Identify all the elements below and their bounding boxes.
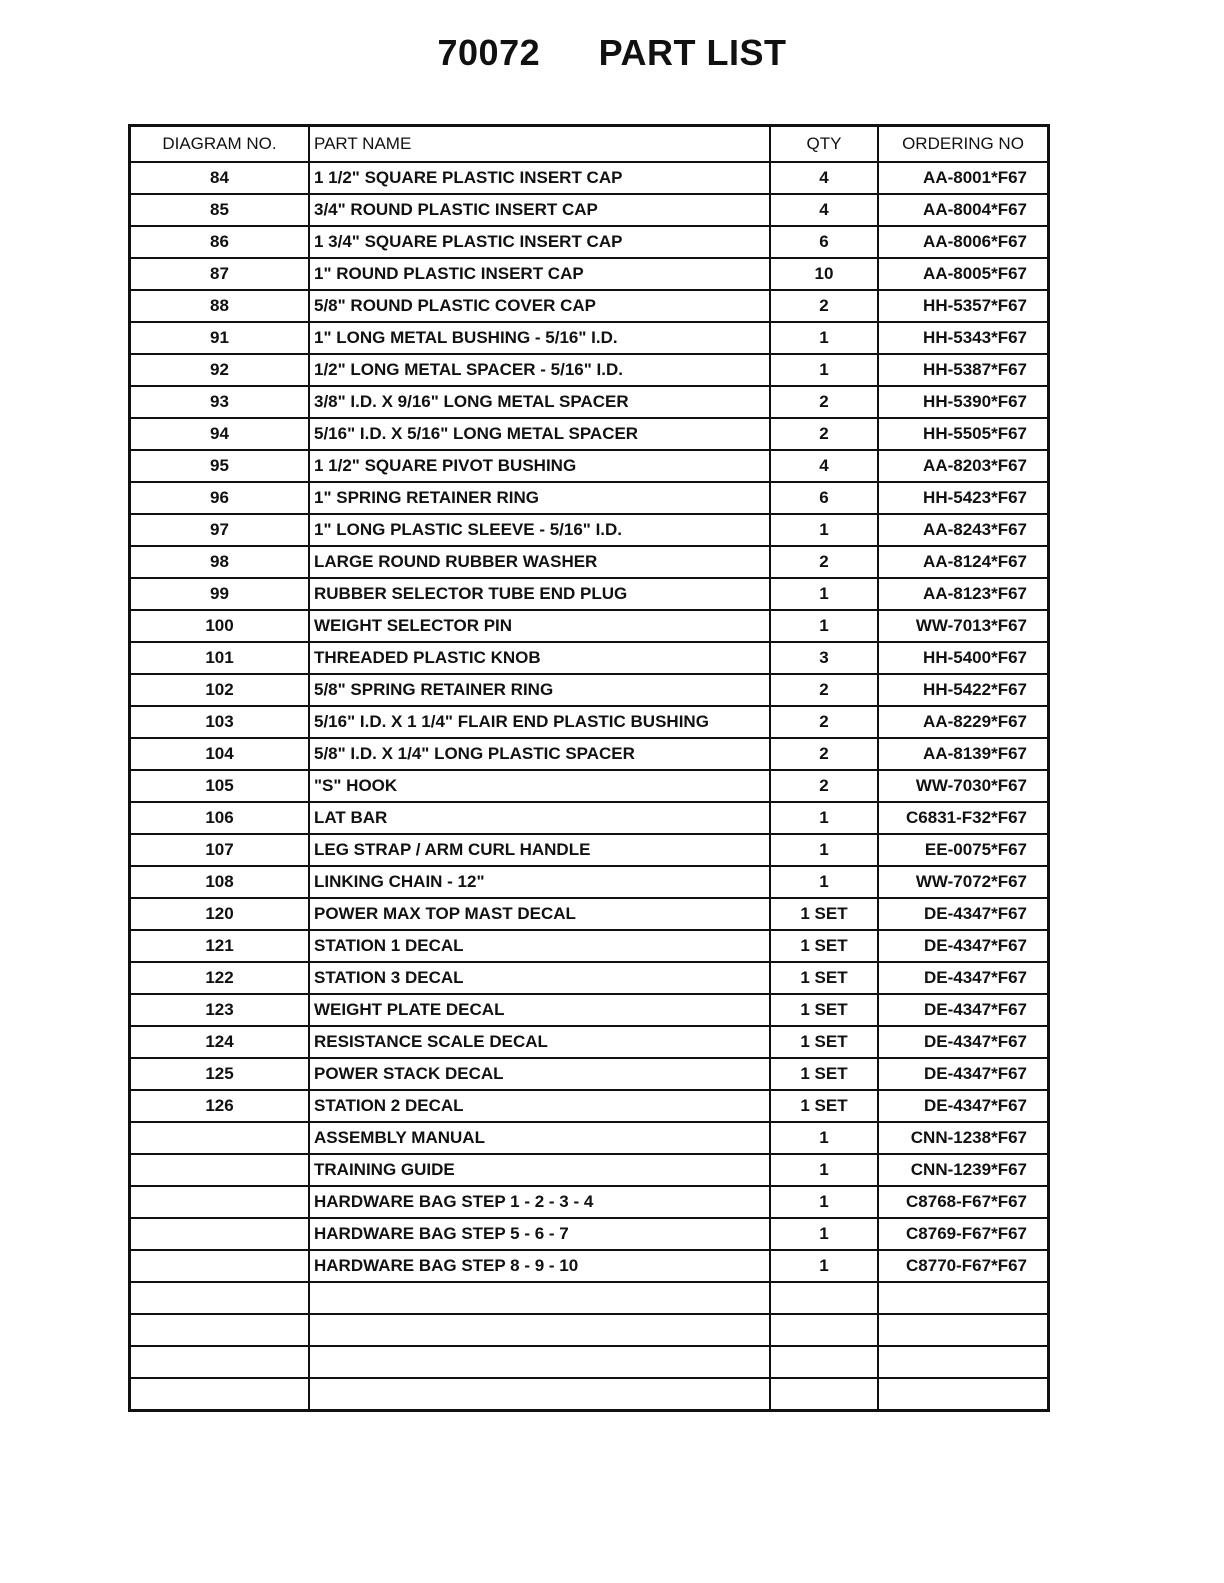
qty-cell: 1 SET xyxy=(770,1026,878,1058)
part-name-cell: 1" ROUND PLASTIC INSERT CAP xyxy=(309,258,770,290)
ordering-no-cell: AA-8243*F67 xyxy=(878,514,1047,546)
qty-cell: 1 xyxy=(770,354,878,386)
ordering-no-cell: CNN-1238*F67 xyxy=(878,1122,1047,1154)
qty-cell: 1 xyxy=(770,1154,878,1186)
qty-cell xyxy=(770,1346,878,1378)
qty-cell: 1 xyxy=(770,866,878,898)
part-name-cell xyxy=(309,1346,770,1378)
ordering-no-cell: AA-8005*F67 xyxy=(878,258,1047,290)
diagram-no-cell: 121 xyxy=(131,930,309,962)
part-name-cell: THREADED PLASTIC KNOB xyxy=(309,642,770,674)
qty-cell: 1 SET xyxy=(770,930,878,962)
diagram-no-cell: 104 xyxy=(131,738,309,770)
diagram-no-cell: 123 xyxy=(131,994,309,1026)
ordering-no-cell: DE-4347*F67 xyxy=(878,898,1047,930)
ordering-no-cell: HH-5357*F67 xyxy=(878,290,1047,322)
ordering-no-cell: HH-5400*F67 xyxy=(878,642,1047,674)
qty-cell: 3 xyxy=(770,642,878,674)
ordering-no-cell: HH-5387*F67 xyxy=(878,354,1047,386)
table-row xyxy=(131,1026,1047,1058)
part-name-cell: 1" LONG PLASTIC SLEEVE - 5/16" I.D. xyxy=(309,514,770,546)
table-header-row xyxy=(131,127,1047,162)
ordering-no-cell: AA-8006*F67 xyxy=(878,226,1047,258)
table-row xyxy=(131,738,1047,770)
part-name-cell xyxy=(309,1378,770,1409)
qty-cell: 2 xyxy=(770,546,878,578)
part-name-cell: 1/2" LONG METAL SPACER - 5/16" I.D. xyxy=(309,354,770,386)
table-row xyxy=(131,354,1047,386)
table-row xyxy=(131,994,1047,1026)
part-name-cell: WEIGHT PLATE DECAL xyxy=(309,994,770,1026)
ordering-no-cell: HH-5390*F67 xyxy=(878,386,1047,418)
part-name-cell: 5/8" I.D. X 1/4" LONG PLASTIC SPACER xyxy=(309,738,770,770)
table-row xyxy=(131,450,1047,482)
ordering-no-cell: HH-5505*F67 xyxy=(878,418,1047,450)
diagram-no-cell xyxy=(131,1122,309,1154)
part-name-cell: 5/16" I.D. X 5/16" LONG METAL SPACER xyxy=(309,418,770,450)
table-row xyxy=(131,962,1047,994)
diagram-no-cell: 106 xyxy=(131,802,309,834)
table-row xyxy=(131,674,1047,706)
diagram-no-cell xyxy=(131,1346,309,1378)
qty-cell xyxy=(770,1314,878,1346)
diagram-no-cell: 86 xyxy=(131,226,309,258)
table-row xyxy=(131,866,1047,898)
qty-cell: 6 xyxy=(770,226,878,258)
qty-cell xyxy=(770,1378,878,1409)
diagram-no-cell: 122 xyxy=(131,962,309,994)
diagram-no-cell: 107 xyxy=(131,834,309,866)
ordering-no-cell: WW-7013*F67 xyxy=(878,610,1047,642)
ordering-no-cell: CNN-1239*F67 xyxy=(878,1154,1047,1186)
ordering-no-cell: EE-0075*F67 xyxy=(878,834,1047,866)
ordering-no-cell: WW-7072*F67 xyxy=(878,866,1047,898)
ordering-no-cell: AA-8139*F67 xyxy=(878,738,1047,770)
ordering-no-cell: C8769-F67*F67 xyxy=(878,1218,1047,1250)
ordering-no-cell: C6831-F32*F67 xyxy=(878,802,1047,834)
qty-cell: 4 xyxy=(770,450,878,482)
qty-cell: 4 xyxy=(770,162,878,194)
ordering-no-cell: HH-5343*F67 xyxy=(878,322,1047,354)
table-row xyxy=(131,642,1047,674)
diagram-no-cell: 85 xyxy=(131,194,309,226)
table-row xyxy=(131,1058,1047,1090)
ordering-no-cell: AA-8001*F67 xyxy=(878,162,1047,194)
qty-cell: 4 xyxy=(770,194,878,226)
qty-cell: 1 SET xyxy=(770,1090,878,1122)
page-title xyxy=(0,32,1224,74)
ordering-no-cell: C8770-F67*F67 xyxy=(878,1250,1047,1282)
part-name-cell: 3/4" ROUND PLASTIC INSERT CAP xyxy=(309,194,770,226)
qty-cell: 1 xyxy=(770,514,878,546)
table-row xyxy=(131,226,1047,258)
ordering-no-cell xyxy=(878,1314,1047,1346)
diagram-no-cell: 87 xyxy=(131,258,309,290)
diagram-no-cell xyxy=(131,1314,309,1346)
parts-table xyxy=(131,127,1047,1409)
diagram-no-cell: 105 xyxy=(131,770,309,802)
part-name-cell: 3/8" I.D. X 9/16" LONG METAL SPACER xyxy=(309,386,770,418)
ordering-no-cell xyxy=(878,1378,1047,1409)
part-name-cell: ASSEMBLY MANUAL xyxy=(309,1122,770,1154)
part-name-cell: WEIGHT SELECTOR PIN xyxy=(309,610,770,642)
qty-cell: 1 SET xyxy=(770,962,878,994)
table-row xyxy=(131,1122,1047,1154)
table-row xyxy=(131,898,1047,930)
diagram-no-cell: 97 xyxy=(131,514,309,546)
qty-cell: 1 xyxy=(770,1218,878,1250)
diagram-no-cell: 91 xyxy=(131,322,309,354)
part-name-cell: LAT BAR xyxy=(309,802,770,834)
part-name-cell: RUBBER SELECTOR TUBE END PLUG xyxy=(309,578,770,610)
diagram-no-cell: 99 xyxy=(131,578,309,610)
ordering-no-cell: DE-4347*F67 xyxy=(878,994,1047,1026)
diagram-no-cell xyxy=(131,1378,309,1409)
table-row xyxy=(131,1250,1047,1282)
table-row xyxy=(131,482,1047,514)
ordering-no-cell: DE-4347*F67 xyxy=(878,962,1047,994)
diagram-no-cell: 102 xyxy=(131,674,309,706)
ordering-no-cell: WW-7030*F67 xyxy=(878,770,1047,802)
diagram-no-cell xyxy=(131,1154,309,1186)
diagram-no-cell: 108 xyxy=(131,866,309,898)
table-row xyxy=(131,162,1047,194)
diagram-no-cell: 95 xyxy=(131,450,309,482)
table-row xyxy=(131,610,1047,642)
qty-cell: 1 xyxy=(770,610,878,642)
qty-cell: 1 SET xyxy=(770,898,878,930)
ordering-no-cell xyxy=(878,1282,1047,1314)
part-name-cell: POWER MAX TOP MAST DECAL xyxy=(309,898,770,930)
part-name-cell: LEG STRAP / ARM CURL HANDLE xyxy=(309,834,770,866)
part-name-cell: STATION 1 DECAL xyxy=(309,930,770,962)
qty-cell: 1 xyxy=(770,578,878,610)
diagram-no-cell: 96 xyxy=(131,482,309,514)
part-name-cell xyxy=(309,1282,770,1314)
diagram-no-cell xyxy=(131,1250,309,1282)
ordering-no-cell: HH-5423*F67 xyxy=(878,482,1047,514)
part-name-cell: 1" SPRING RETAINER RING xyxy=(309,482,770,514)
parts-table-frame xyxy=(128,124,1050,1412)
part-name-cell: TRAINING GUIDE xyxy=(309,1154,770,1186)
part-name-cell: LINKING CHAIN - 12" xyxy=(309,866,770,898)
qty-cell: 1 SET xyxy=(770,994,878,1026)
ordering-no-cell: DE-4347*F67 xyxy=(878,1090,1047,1122)
qty-cell xyxy=(770,1282,878,1314)
table-row xyxy=(131,546,1047,578)
qty-cell: 6 xyxy=(770,482,878,514)
diagram-no-cell: 101 xyxy=(131,642,309,674)
ordering-no-cell xyxy=(878,1346,1047,1378)
table-row xyxy=(131,386,1047,418)
diagram-no-cell: 98 xyxy=(131,546,309,578)
ordering-no-cell: DE-4347*F67 xyxy=(878,930,1047,962)
diagram-no-cell xyxy=(131,1282,309,1314)
diagram-no-cell: 103 xyxy=(131,706,309,738)
table-row xyxy=(131,194,1047,226)
ordering-no-cell: AA-8124*F67 xyxy=(878,546,1047,578)
qty-cell: 1 xyxy=(770,802,878,834)
qty-cell: 1 xyxy=(770,1250,878,1282)
diagram-no-cell: 88 xyxy=(131,290,309,322)
part-name-cell: "S" HOOK xyxy=(309,770,770,802)
header-qty: QTY xyxy=(770,127,878,162)
part-name-cell: STATION 2 DECAL xyxy=(309,1090,770,1122)
table-row xyxy=(131,1314,1047,1346)
diagram-no-cell: 84 xyxy=(131,162,309,194)
table-row xyxy=(131,1186,1047,1218)
diagram-no-cell: 120 xyxy=(131,898,309,930)
qty-cell: 2 xyxy=(770,706,878,738)
ordering-no-cell: DE-4347*F67 xyxy=(878,1026,1047,1058)
ordering-no-cell: C8768-F67*F67 xyxy=(878,1186,1047,1218)
part-name-cell: 1 3/4" SQUARE PLASTIC INSERT CAP xyxy=(309,226,770,258)
ordering-no-cell: AA-8203*F67 xyxy=(878,450,1047,482)
part-name-cell: 1 1/2" SQUARE PLASTIC INSERT CAP xyxy=(309,162,770,194)
diagram-no-cell xyxy=(131,1218,309,1250)
header-part-name: PART NAME xyxy=(309,127,770,162)
part-name-cell: 5/16" I.D. X 1 1/4" FLAIR END PLASTIC BUSHING xyxy=(309,706,770,738)
diagram-no-cell: 124 xyxy=(131,1026,309,1058)
qty-cell: 2 xyxy=(770,770,878,802)
qty-cell: 1 xyxy=(770,1122,878,1154)
qty-cell: 2 xyxy=(770,386,878,418)
qty-cell: 2 xyxy=(770,290,878,322)
qty-cell: 2 xyxy=(770,674,878,706)
table-row xyxy=(131,322,1047,354)
table-row xyxy=(131,802,1047,834)
diagram-no-cell: 126 xyxy=(131,1090,309,1122)
diagram-no-cell: 92 xyxy=(131,354,309,386)
diagram-no-cell: 125 xyxy=(131,1058,309,1090)
table-row xyxy=(131,1282,1047,1314)
table-row xyxy=(131,1378,1047,1409)
qty-cell: 10 xyxy=(770,258,878,290)
table-row xyxy=(131,514,1047,546)
ordering-no-cell: AA-8004*F67 xyxy=(878,194,1047,226)
qty-cell: 2 xyxy=(770,418,878,450)
table-row xyxy=(131,770,1047,802)
qty-cell: 1 xyxy=(770,834,878,866)
diagram-no-cell: 94 xyxy=(131,418,309,450)
part-name-cell: STATION 3 DECAL xyxy=(309,962,770,994)
part-name-cell: 1" LONG METAL BUSHING - 5/16" I.D. xyxy=(309,322,770,354)
title-text: PART LIST xyxy=(598,32,787,73)
qty-cell: 1 xyxy=(770,1186,878,1218)
part-name-cell: HARDWARE BAG STEP 5 - 6 - 7 xyxy=(309,1218,770,1250)
ordering-no-cell: AA-8123*F67 xyxy=(878,578,1047,610)
table-row xyxy=(131,1154,1047,1186)
qty-cell: 2 xyxy=(770,738,878,770)
header-ordering-no: ORDERING NO xyxy=(878,127,1047,162)
table-row xyxy=(131,1090,1047,1122)
part-name-cell xyxy=(309,1314,770,1346)
table-row xyxy=(131,1218,1047,1250)
model-number: 70072 xyxy=(437,32,541,73)
table-row xyxy=(131,290,1047,322)
diagram-no-cell xyxy=(131,1186,309,1218)
qty-cell: 1 SET xyxy=(770,1058,878,1090)
table-row xyxy=(131,418,1047,450)
part-name-cell: 5/8" SPRING RETAINER RING xyxy=(309,674,770,706)
diagram-no-cell: 100 xyxy=(131,610,309,642)
table-row xyxy=(131,930,1047,962)
table-row xyxy=(131,834,1047,866)
qty-cell: 1 xyxy=(770,322,878,354)
table-body xyxy=(131,162,1047,1409)
part-name-cell: 1 1/2" SQUARE PIVOT BUSHING xyxy=(309,450,770,482)
table-row xyxy=(131,706,1047,738)
part-name-cell: HARDWARE BAG STEP 1 - 2 - 3 - 4 xyxy=(309,1186,770,1218)
part-name-cell: LARGE ROUND RUBBER WASHER xyxy=(309,546,770,578)
table-row xyxy=(131,578,1047,610)
ordering-no-cell: DE-4347*F67 xyxy=(878,1058,1047,1090)
part-name-cell: RESISTANCE SCALE DECAL xyxy=(309,1026,770,1058)
part-name-cell: 5/8" ROUND PLASTIC COVER CAP xyxy=(309,290,770,322)
part-name-cell: HARDWARE BAG STEP 8 - 9 - 10 xyxy=(309,1250,770,1282)
table-row xyxy=(131,258,1047,290)
diagram-no-cell: 93 xyxy=(131,386,309,418)
part-name-cell: POWER STACK DECAL xyxy=(309,1058,770,1090)
ordering-no-cell: AA-8229*F67 xyxy=(878,706,1047,738)
table-row xyxy=(131,1346,1047,1378)
ordering-no-cell: HH-5422*F67 xyxy=(878,674,1047,706)
header-diagram-no: DIAGRAM NO. xyxy=(131,127,309,162)
